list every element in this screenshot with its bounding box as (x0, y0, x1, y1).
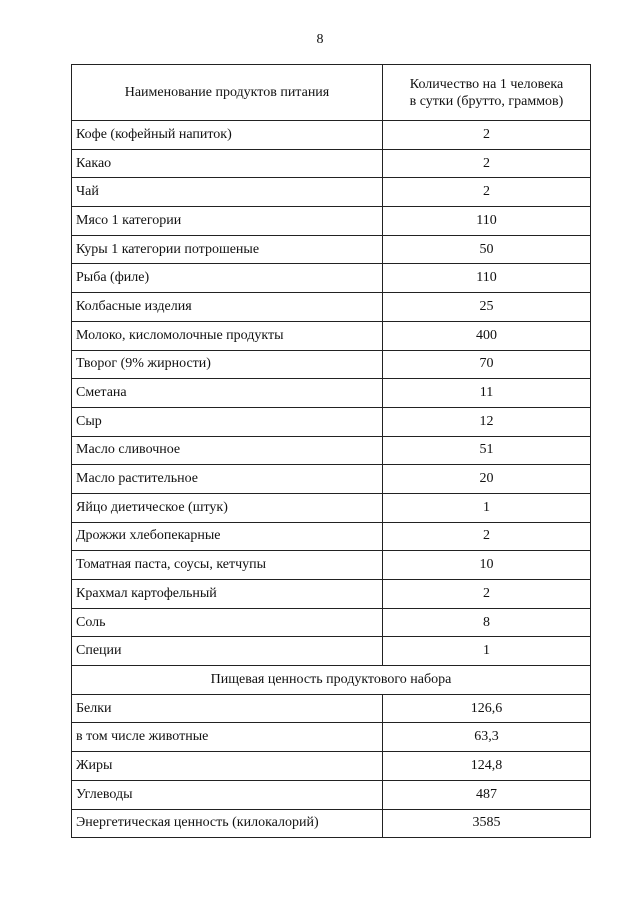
table-row (72, 723, 591, 752)
header-quantity-line2: в сутки (брутто, граммов) (409, 93, 564, 109)
nutrition-name: в том числе животные (72, 723, 383, 752)
table-row (72, 264, 591, 293)
product-name: Крахмал картофельный (72, 580, 383, 609)
product-quantity: 2 (383, 178, 591, 207)
header-quantity-line1: Количество на 1 человека (409, 76, 564, 92)
product-name: Чай (72, 178, 383, 207)
table-row (72, 436, 591, 465)
product-quantity: 110 (383, 207, 591, 236)
product-name: Мясо 1 категории (72, 207, 383, 236)
product-quantity: 2 (383, 121, 591, 150)
food-norms-table (71, 64, 591, 838)
nutrition-value: 126,6 (383, 694, 591, 723)
table-row (72, 551, 591, 580)
product-name: Какао (72, 149, 383, 178)
section-row (72, 666, 591, 695)
product-quantity: 10 (383, 551, 591, 580)
products-body (72, 121, 591, 666)
section-title: Пищевая ценность продуктового набора (72, 666, 591, 695)
product-quantity: 70 (383, 350, 591, 379)
table-row (72, 637, 591, 666)
table-row (72, 350, 591, 379)
table-row (72, 121, 591, 150)
product-name: Специи (72, 637, 383, 666)
product-quantity: 51 (383, 436, 591, 465)
product-quantity: 2 (383, 149, 591, 178)
product-name: Яйцо диетическое (штук) (72, 493, 383, 522)
table-row (72, 178, 591, 207)
table-row (72, 321, 591, 350)
product-name: Сыр (72, 407, 383, 436)
product-name: Колбасные изделия (72, 293, 383, 322)
product-name: Масло растительное (72, 465, 383, 494)
nutrition-value: 3585 (383, 809, 591, 838)
table-row (72, 580, 591, 609)
product-name: Творог (9% жирности) (72, 350, 383, 379)
table-row (72, 694, 591, 723)
nutrition-name: Энергетическая ценность (килокалорий) (72, 809, 383, 838)
table-row (72, 149, 591, 178)
product-quantity: 2 (383, 522, 591, 551)
product-name: Кофе (кофейный напиток) (72, 121, 383, 150)
nutrition-value: 487 (383, 780, 591, 809)
section-body (72, 666, 591, 695)
page-number: 8 (316, 32, 324, 47)
product-name: Сметана (72, 379, 383, 408)
product-quantity: 8 (383, 608, 591, 637)
table-row (72, 465, 591, 494)
table-row (72, 522, 591, 551)
table-row (72, 379, 591, 408)
header-product-name: Наименование продуктов питания (72, 65, 383, 121)
table-row (72, 780, 591, 809)
table-row (72, 407, 591, 436)
product-name: Масло сливочное (72, 436, 383, 465)
table-row (72, 235, 591, 264)
product-name: Молоко, кисломолочные продукты (72, 321, 383, 350)
product-quantity: 12 (383, 407, 591, 436)
product-quantity: 2 (383, 580, 591, 609)
product-name: Дрожжи хлебопекарные (72, 522, 383, 551)
table-row (72, 752, 591, 781)
product-quantity: 20 (383, 465, 591, 494)
table-header-row (72, 65, 591, 121)
nutrition-value: 124,8 (383, 752, 591, 781)
nutrition-value: 63,3 (383, 723, 591, 752)
product-name: Куры 1 категории потрошеные (72, 235, 383, 264)
product-name: Рыба (филе) (72, 264, 383, 293)
table-row (72, 608, 591, 637)
product-quantity: 1 (383, 637, 591, 666)
nutrition-name: Белки (72, 694, 383, 723)
product-quantity: 1 (383, 493, 591, 522)
nutrition-body (72, 694, 591, 837)
product-name: Томатная паста, соусы, кетчупы (72, 551, 383, 580)
table-row (72, 809, 591, 838)
product-name: Соль (72, 608, 383, 637)
product-quantity: 11 (383, 379, 591, 408)
product-quantity: 50 (383, 235, 591, 264)
product-quantity: 400 (383, 321, 591, 350)
product-quantity: 25 (383, 293, 591, 322)
table-row (72, 293, 591, 322)
header-quantity (383, 65, 591, 121)
product-quantity: 110 (383, 264, 591, 293)
nutrition-name: Жиры (72, 752, 383, 781)
nutrition-name: Углеводы (72, 780, 383, 809)
table-row (72, 493, 591, 522)
table-row (72, 207, 591, 236)
